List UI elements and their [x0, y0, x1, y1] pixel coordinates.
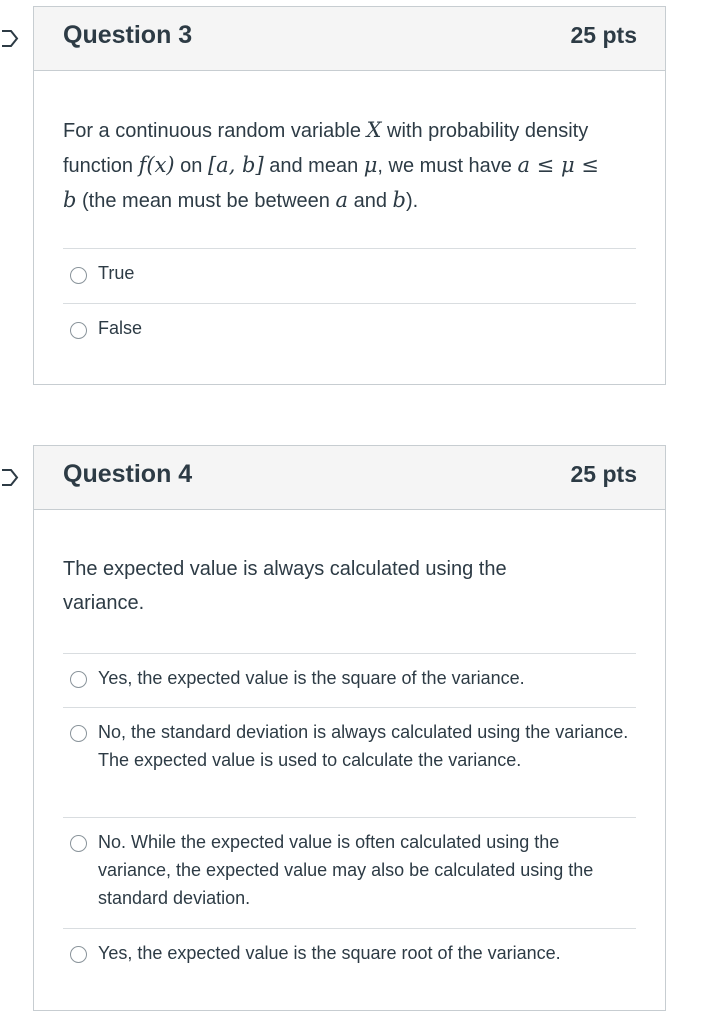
question-title: Question 3: [63, 21, 193, 49]
answer-label: Yes, the expected value is the square of the variance.: [98, 668, 525, 688]
answer-label: False: [98, 318, 143, 338]
answer-option-1[interactable]: [63, 653, 636, 707]
answer-label: True: [98, 263, 135, 283]
text-segment: and: [348, 190, 393, 212]
answer-option-4[interactable]: [63, 928, 636, 982]
text-segment: on: [174, 155, 208, 177]
math-density-function: f(x): [138, 153, 175, 177]
answer-label: Yes, the expected value is the square root of the variance.: [98, 943, 561, 963]
math-b: b: [392, 188, 406, 212]
question-title: Question 4: [63, 460, 193, 488]
question-points: 25 pts: [570, 461, 637, 487]
question-3: [33, 6, 666, 385]
answer-label: No. While the expected value is often calculated using the variance, the expected value may also be calculated using the standard deviation.: [98, 832, 594, 908]
answer-option-3[interactable]: [63, 817, 636, 928]
question-text: [63, 113, 605, 218]
question-header: [34, 7, 665, 71]
radio-button-icon[interactable]: [70, 946, 87, 963]
flag-question-icon[interactable]: [1, 468, 20, 487]
radio-button-icon[interactable]: [70, 835, 87, 852]
flag-question-icon[interactable]: [1, 29, 20, 48]
question-points: 25 pts: [570, 22, 637, 48]
answer-option-true[interactable]: [63, 248, 636, 303]
radio-button-icon[interactable]: [70, 322, 87, 339]
text-segment: (the mean must be between: [76, 190, 336, 212]
text-segment: , we must have: [377, 155, 518, 177]
text-segment: For a continuous random variable: [63, 120, 367, 142]
text-segment: with probability density function: [63, 120, 589, 177]
text-segment: and mean: [263, 155, 364, 177]
radio-button-icon[interactable]: [70, 267, 87, 284]
answer-option-2[interactable]: [63, 707, 636, 817]
question-4: [33, 445, 666, 1011]
math-inequality: a ≤ μ ≤ b: [63, 153, 599, 212]
answer-list: [63, 248, 636, 358]
math-a: a: [335, 188, 349, 212]
math-variable-x: X: [366, 118, 382, 142]
answer-label: No, the standard deviation is always calculated using the variance. The expected value is used to calculate the variance.: [98, 722, 629, 770]
answer-list: [63, 653, 636, 982]
radio-button-icon[interactable]: [70, 671, 87, 688]
math-mean: μ: [363, 153, 378, 177]
text-segment: ).: [405, 190, 419, 212]
math-interval: [a, b]: [207, 153, 264, 177]
question-header: [34, 446, 665, 510]
answer-option-false[interactable]: [63, 303, 636, 358]
radio-button-icon[interactable]: [70, 725, 87, 742]
question-text: The expected value is always calculated using the variance.: [63, 558, 507, 614]
